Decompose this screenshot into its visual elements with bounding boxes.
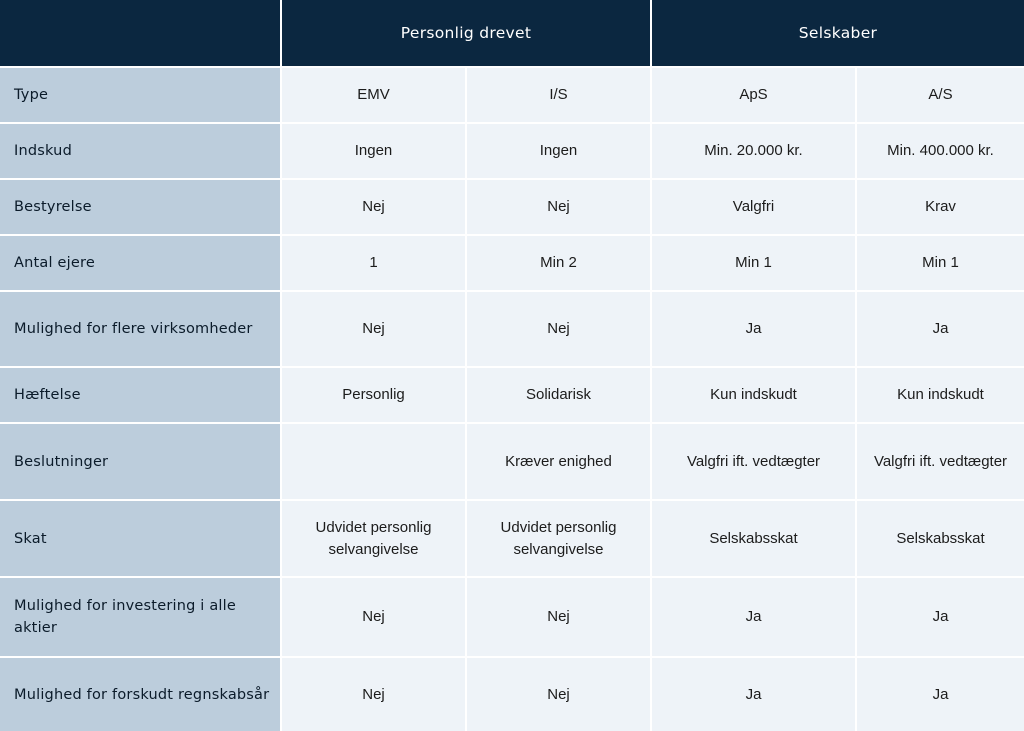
- cell-is: Kræver enighed: [466, 423, 651, 500]
- cell-as: Ja: [856, 577, 1024, 657]
- cell-emv: Nej: [281, 657, 466, 731]
- cell-aps: Valgfri: [651, 179, 856, 235]
- cell-emv: Udvidet personlig selvangivelse: [281, 500, 466, 577]
- cell-as: Valgfri ift. vedtægter: [856, 423, 1024, 500]
- table-row-type: [0, 67, 1024, 123]
- cell-emv: Nej: [281, 577, 466, 657]
- table-row-investering: [0, 577, 1024, 657]
- cell-aps: Ja: [651, 291, 856, 367]
- row-label: Beslutninger: [0, 423, 281, 500]
- cell-aps: ApS: [651, 67, 856, 123]
- table-row-indskud: [0, 123, 1024, 179]
- cell-is: Nej: [466, 657, 651, 731]
- cell-aps: Valgfri ift. vedtægter: [651, 423, 856, 500]
- row-label: Mulighed for investering i alle aktier: [0, 577, 281, 657]
- table-row-forskudt-regnskabsaar: [0, 657, 1024, 731]
- cell-as: Selskabsskat: [856, 500, 1024, 577]
- cell-as: Min. 400.000 kr.: [856, 123, 1024, 179]
- cell-emv: EMV: [281, 67, 466, 123]
- cell-is: Nej: [466, 179, 651, 235]
- cell-as: Min 1: [856, 235, 1024, 291]
- header-personal-group: Personlig drevet: [281, 0, 651, 67]
- cell-emv: Ingen: [281, 123, 466, 179]
- cell-emv: 1: [281, 235, 466, 291]
- cell-aps: Ja: [651, 577, 856, 657]
- row-label: Type: [0, 67, 281, 123]
- cell-emv: [281, 423, 466, 500]
- cell-is: Min 2: [466, 235, 651, 291]
- header-companies-group: Selskaber: [651, 0, 1024, 67]
- cell-is: Solidarisk: [466, 367, 651, 423]
- cell-aps: Min. 20.000 kr.: [651, 123, 856, 179]
- header-corner-cell: [0, 0, 281, 67]
- cell-is: I/S: [466, 67, 651, 123]
- table-row-flere-virksomheder: [0, 291, 1024, 367]
- row-label: Bestyrelse: [0, 179, 281, 235]
- row-label: Mulighed for flere virksomheder: [0, 291, 281, 367]
- cell-emv: Personlig: [281, 367, 466, 423]
- cell-is: Nej: [466, 291, 651, 367]
- table-row-haeftelse: [0, 367, 1024, 423]
- cell-aps: Kun indskudt: [651, 367, 856, 423]
- cell-as: Ja: [856, 291, 1024, 367]
- cell-aps: Selskabsskat: [651, 500, 856, 577]
- cell-as: Kun indskudt: [856, 367, 1024, 423]
- table-row-bestyrelse: [0, 179, 1024, 235]
- cell-is: Ingen: [466, 123, 651, 179]
- table-row-antal-ejere: [0, 235, 1024, 291]
- row-label: Skat: [0, 500, 281, 577]
- row-label: Mulighed for forskudt regnskabsår: [0, 657, 281, 731]
- cell-as: Ja: [856, 657, 1024, 731]
- cell-as: Krav: [856, 179, 1024, 235]
- cell-emv: Nej: [281, 291, 466, 367]
- row-label: Antal ejere: [0, 235, 281, 291]
- cell-emv: Nej: [281, 179, 466, 235]
- table-row-beslutninger: [0, 423, 1024, 500]
- cell-as: A/S: [856, 67, 1024, 123]
- row-label: Hæftelse: [0, 367, 281, 423]
- header-row: [0, 0, 1024, 67]
- cell-aps: Min 1: [651, 235, 856, 291]
- row-label: Indskud: [0, 123, 281, 179]
- table-row-skat: [0, 500, 1024, 577]
- cell-is: Nej: [466, 577, 651, 657]
- cell-is: Udvidet personlig selvangivelse: [466, 500, 651, 577]
- cell-aps: Ja: [651, 657, 856, 731]
